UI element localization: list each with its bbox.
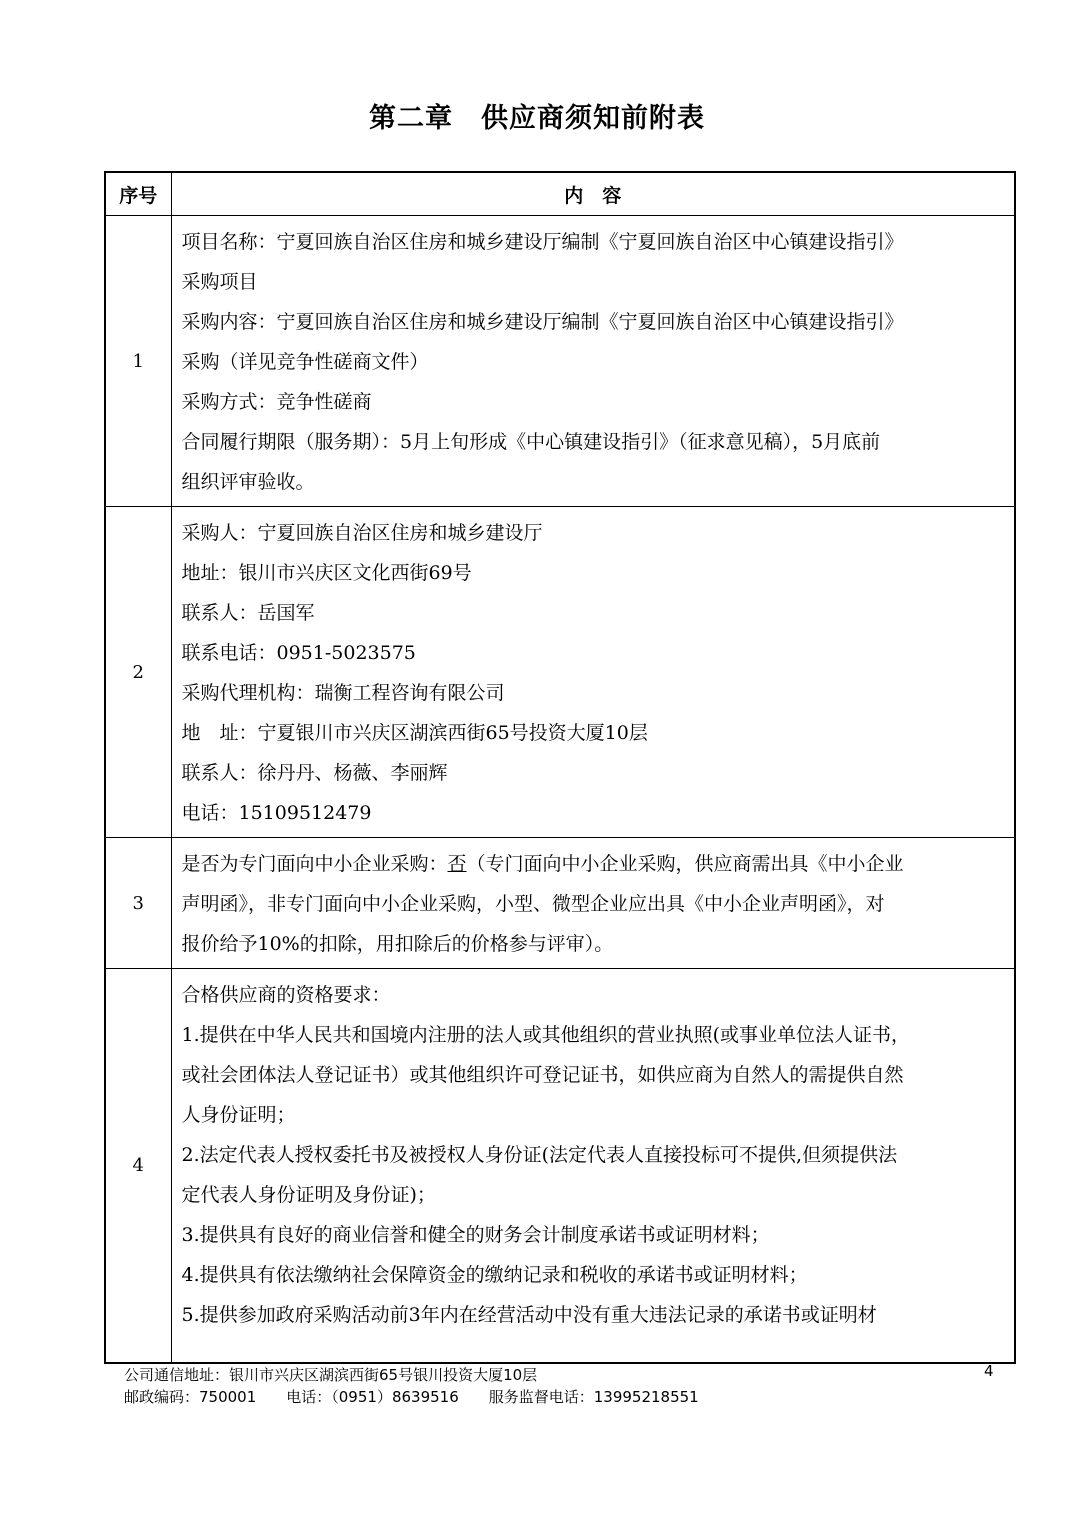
- sme-answer: 否: [447, 853, 467, 875]
- row-content: [171, 507, 1015, 838]
- content-line: 采购方式：竞争性磋商: [181, 391, 372, 413]
- content-line: 采购人：宁夏回族自治区住房和城乡建设厅: [181, 522, 543, 544]
- page-title: 第二章 供应商须知前附表: [369, 103, 705, 134]
- table-row: [105, 216, 1015, 507]
- table-row: [105, 969, 1015, 1363]
- row-number: 1: [105, 216, 171, 507]
- table-row: [105, 507, 1015, 838]
- content-line: 项目名称：宁夏回族自治区住房和城乡建设厅编制《宁夏回族自治区中心镇建设指引》: [181, 231, 904, 253]
- row-content: [171, 216, 1015, 507]
- footer-postcode: 邮政编码：750001: [124, 1388, 257, 1406]
- content-line: 人身份证明；: [181, 1104, 296, 1126]
- content-line: 联系电话：0951-5023575: [181, 642, 416, 664]
- row-number: 2: [105, 507, 171, 838]
- content-line: 报价给予10%的扣除，用扣除后的价格参与评审）。: [181, 933, 614, 955]
- header-content: 内 容: [171, 172, 1015, 216]
- row-number: 3: [105, 838, 171, 969]
- table-header-row: [105, 172, 1015, 216]
- content-line: 采购内容：宁夏回族自治区住房和城乡建设厅编制《宁夏回族自治区中心镇建设指引》: [181, 311, 904, 333]
- supplier-notice-table: [104, 171, 1016, 1364]
- content-line: 5.提供参加政府采购活动前3年内在经营活动中没有重大违法记录的承诺书或证明材: [181, 1304, 877, 1326]
- row-number: 4: [105, 969, 171, 1363]
- content-line: 3.提供具有良好的商业信誉和健全的财务会计制度承诺书或证明材料；: [181, 1224, 770, 1246]
- page-number: 4: [984, 1362, 994, 1380]
- content-line: 合同履行期限（服务期）：5月上旬形成《中心镇建设指引》（征求意见稿），5月底前: [181, 431, 881, 453]
- content-line: 地 址：宁夏银川市兴庆区湖滨西街65号投资大厦10层: [181, 722, 648, 744]
- content-line: 组织评审验收。: [181, 471, 315, 493]
- content-line: 1.提供在中华人民共和国境内注册的法人或其他组织的营业执照(或事业单位法人证书，: [181, 1024, 911, 1046]
- content-line: 采购代理机构：瑞衡工程咨询有限公司: [181, 682, 505, 704]
- header-no: 序号: [105, 172, 171, 216]
- content-line: 联系人：岳国军: [181, 602, 315, 624]
- footer-supervision-phone: 服务监督电话：13995218551: [488, 1388, 699, 1406]
- content-line: [182, 844, 1007, 884]
- content-line: 采购项目: [181, 271, 258, 293]
- sme-question: 是否为专门面向中小企业采购：: [181, 853, 448, 875]
- content-line: 定代表人身份证明及身份证)；: [181, 1184, 436, 1206]
- content-line: 声明函》，非专门面向中小企业采购，小型、微型企业应出具《中小企业声明函》，对: [181, 893, 885, 915]
- table-row: [105, 838, 1015, 969]
- footer-address: 公司通信地址：银川市兴庆区湖滨西街65号银川投资大厦10层: [124, 1366, 538, 1384]
- footer-phone: 电话：（0951）8639516: [286, 1388, 459, 1406]
- page-footer: [124, 1364, 699, 1408]
- content-line: 2.法定代表人授权委托书及被授权人身份证(法定代表人直接投标可不提供,但须提供法: [181, 1144, 898, 1166]
- row-content: [171, 838, 1015, 969]
- content-line: 地址：银川市兴庆区文化西街69号: [181, 562, 472, 584]
- row-content: [171, 969, 1015, 1363]
- content-line: 或社会团体法人登记证书）或其他组织许可登记证书，如供应商为自然人的需提供自然: [181, 1064, 904, 1086]
- content-line: 合格供应商的资格要求：: [181, 984, 391, 1006]
- content-line: 4.提供具有依法缴纳社会保障资金的缴纳记录和税收的承诺书或证明材料；: [181, 1264, 808, 1286]
- content-line: 电话：15109512479: [181, 802, 372, 824]
- content-line: 联系人：徐丹丹、杨薇、李丽辉: [181, 762, 448, 784]
- sme-note: （专门面向中小企业采购，供应商需出具《中小企业: [466, 853, 904, 875]
- content-line: 采购（详见竞争性磋商文件）: [181, 351, 429, 373]
- footer-contact-line: [124, 1386, 699, 1408]
